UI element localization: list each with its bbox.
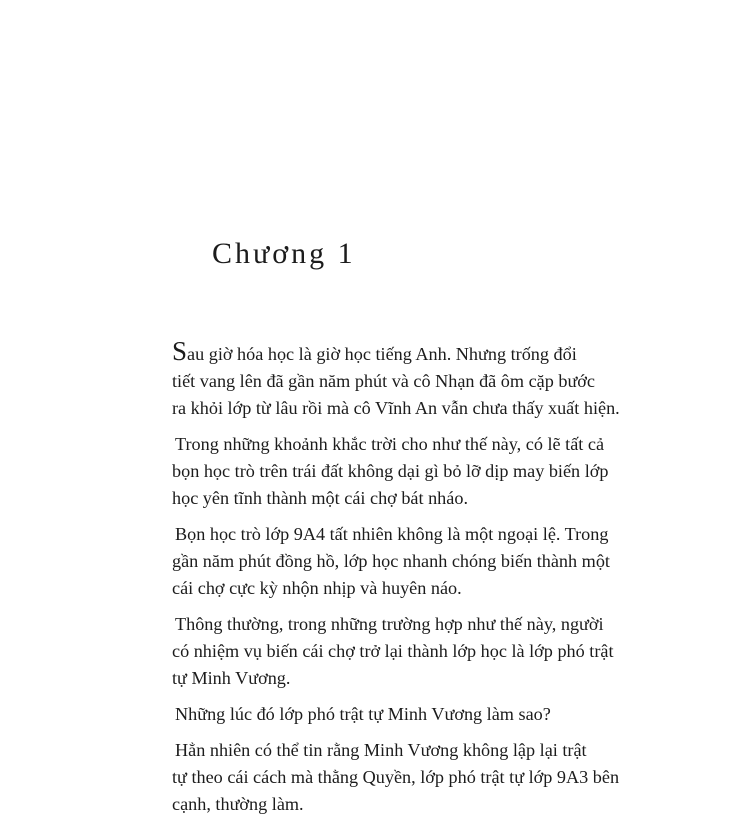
paragraph [172, 701, 612, 728]
paragraph [172, 611, 612, 692]
text-line: Trong những khoảnh khắc trời cho như thế này, có lẽ tất cả [175, 434, 605, 454]
text-line: tự theo cái cách mà thằng Quyền, lớp phó trật tự lớp 9A3 bên [172, 767, 620, 787]
text-line: cạnh, thường làm. [172, 794, 304, 814]
text-line: học yên tĩnh thành một cái chợ bát nháo. [172, 488, 468, 508]
paragraph [172, 521, 612, 602]
text-line [172, 336, 612, 368]
chapter-body [172, 336, 620, 818]
chapter-title: Chương 1 [212, 237, 356, 270]
text-line: tự Minh Vương. [172, 668, 291, 688]
text-line: gần năm phút đồng hồ, lớp học nhanh chóng biến thành một [172, 551, 610, 571]
text-line: có nhiệm vụ biến cái chợ trở lại thành lớp học là lớp phó trật [172, 641, 614, 661]
text-line: Thông thường, trong những trường hợp như thế này, người [175, 614, 604, 634]
text-line: bọn học trò trên trái đất không dại gì bỏ lỡ dịp may biến lớp [172, 461, 609, 481]
text-line: Những lúc đó lớp phó trật tự Minh Vương làm sao? [175, 704, 551, 724]
text-line: Hẳn nhiên có thể tin rằng Minh Vương không lập lại trật [175, 740, 587, 760]
paragraph [172, 737, 620, 818]
text-line: ra khỏi lớp từ lâu rồi mà cô Vĩnh An vẫn chưa thấy xuất hiện. [172, 398, 620, 418]
text-line: tiết vang lên đã gần năm phút và cô Nhạn đã ôm cặp bước [172, 371, 596, 391]
paragraph [172, 336, 620, 422]
drop-cap: S [172, 336, 188, 366]
text-line-content: au giờ hóa học là giờ học tiếng Anh. Nhưng trống đổi [187, 344, 577, 364]
text-line: cái chợ cực kỳ nhộn nhịp và huyên náo. [172, 578, 462, 598]
text-line: Bọn học trò lớp 9A4 tất nhiên không là một ngoại lệ. Trong [175, 524, 609, 544]
paragraph [172, 431, 612, 512]
